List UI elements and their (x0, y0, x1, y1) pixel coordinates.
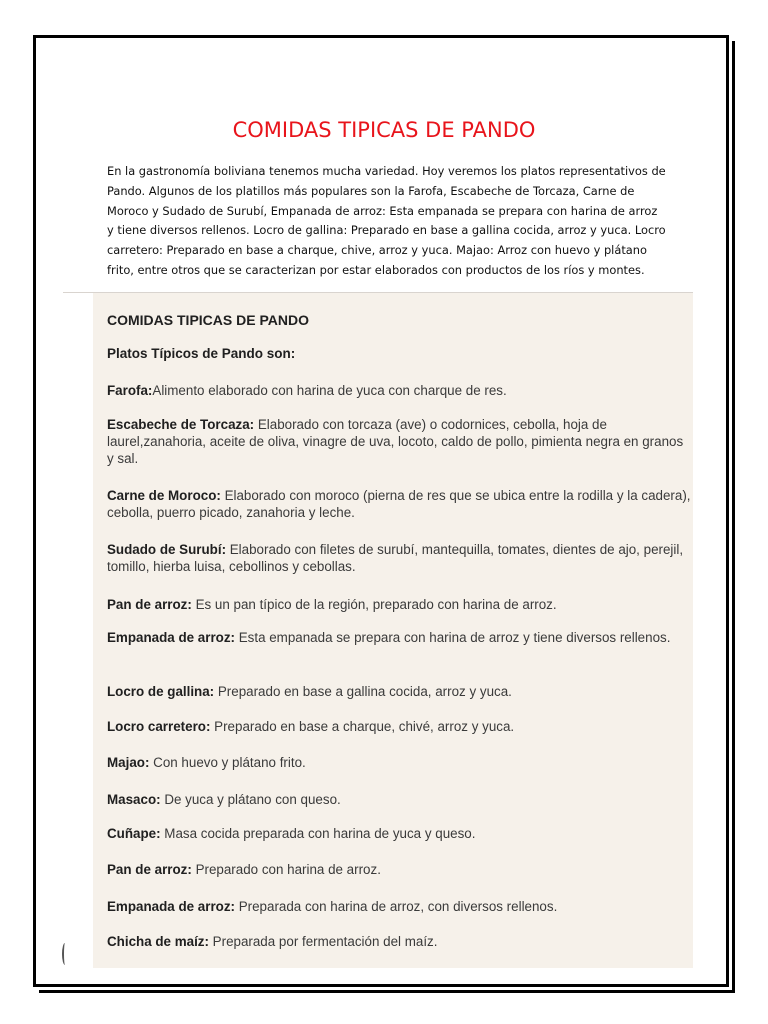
image-left-strip (63, 293, 93, 968)
dish-description: Preparada por fermentación del maíz. (208, 934, 438, 949)
dish-description: Esta empanada se prepara con harina de arroz y tiene diversos rellenos. (235, 630, 671, 645)
dish-description: Elaborado con moroco (pierna de res que se ubica entre la rodilla y la cadera), cebolla, puerro picado, zanahoria y leche. (107, 488, 691, 520)
dish-entry (107, 825, 693, 842)
dish-name: Carne de Moroco: (107, 488, 221, 503)
dish-description: Elaborado con torcaza (ave) o codornices, cebolla, hoja de laurel,zanahoria, aceite de oliva, vinagre de uva, locoto, caldo de pollo, pimienta negra en granos y sal. (107, 417, 684, 466)
dish-description: Masa cocida preparada con harina de yuca y queso. (160, 826, 476, 841)
image-title: COMIDAS TIPICAS DE PANDO (107, 312, 309, 328)
dish-entry (107, 898, 693, 915)
dish-entry (107, 596, 693, 613)
intro-paragraph: En la gastronomía boliviana tenemos mucha variedad. Hoy veremos los platos representativos de Pando. Algunos de los platillos más populares son la Farofa, Escabeche de Torcaza, Carne de Moroco y Sudado de Surubí, Empanada de arroz: Esta empanada se prepara con harina de arroz y tiene diversos rellenos. Locro de gallina: Preparado en base a gallina cocida, arroz y yuca. Locro carretero: Preparado en base a charque, chive, arroz y yuca. Majao: Arroz con huevo y plátano frito, entre otros que se caracterizan por estar elaborados con productos de los ríos y montes. (107, 164, 666, 277)
bracket-mark (62, 943, 68, 965)
dish-entry (107, 718, 693, 735)
dish-name: Locro de gallina: (107, 684, 215, 699)
dish-description: Elaborado con filetes de surubí, mantequilla, tomates, dientes de ajo, perejil, tomillo, hierba luisa, cebollinos y cebollas. (107, 542, 684, 574)
image-subtitle: Platos Típicos de Pando son: (107, 346, 296, 361)
dish-name: Majao: (107, 755, 150, 770)
dish-name: Empanada de arroz: (107, 899, 235, 914)
dish-description: Con huevo y plátano frito. (149, 755, 306, 770)
dish-name: Pan de arroz: (107, 862, 192, 877)
dish-name: Masaco: (107, 792, 161, 807)
dish-description: Alimento elaborado con harina de yuca con charque de res. (152, 383, 507, 398)
dish-description: Preparado en base a gallina cocida, arroz y yuca. (214, 684, 512, 699)
dish-entry (107, 933, 693, 950)
dish-entry (107, 541, 693, 575)
document-title: COMIDAS TIPICAS DE PANDO (232, 118, 536, 142)
dish-entry (107, 487, 693, 521)
dish-name: Cuñape: (107, 826, 161, 841)
dish-description: De yuca y plátano con queso. (160, 792, 341, 807)
dish-name: Farofa: (107, 383, 153, 398)
dish-entry (107, 416, 693, 467)
dish-name: Sudado de Surubí: (107, 542, 227, 557)
embedded-image (63, 292, 693, 968)
dish-description: Preparado en base a charque, chivé, arroz y yuca. (210, 719, 515, 734)
dish-entry (107, 382, 693, 399)
dish-name: Escabeche de Torcaza: (107, 417, 255, 432)
dish-entry (107, 791, 693, 808)
dish-name: Chicha de maíz: (107, 934, 209, 949)
dish-description: Preparada con harina de arroz, con diversos rellenos. (235, 899, 558, 914)
dish-entry (107, 629, 693, 646)
dish-entry (107, 754, 693, 771)
dish-name: Pan de arroz: (107, 597, 192, 612)
dish-entry (107, 861, 693, 878)
dish-description: Preparado con harina de arroz. (191, 862, 381, 877)
dish-name: Locro carretero: (107, 719, 211, 734)
dish-name: Empanada de arroz: (107, 630, 235, 645)
dish-entry (107, 683, 693, 700)
dish-description: Es un pan típico de la región, preparado con harina de arroz. (191, 597, 557, 612)
